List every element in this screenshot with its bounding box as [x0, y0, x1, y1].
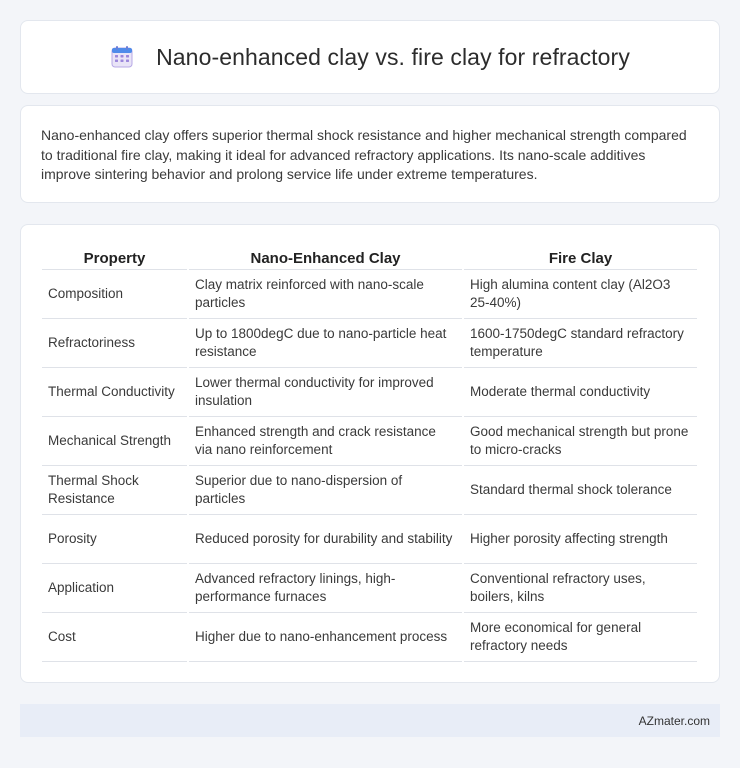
table-cell: Clay matrix reinforced with nano-scale particles [189, 270, 462, 319]
table-cell: Up to 1800degC due to nano-particle heat resistance [189, 319, 462, 368]
intro-text: Nano-enhanced clay offers superior thermal shock resistance and higher mechanical strength compared to traditional fire clay, making it ideal for advanced refractory applications. Its nano-scale additives improve sintering behavior and prolong service life under extreme temperatures. [41, 127, 687, 182]
title-card [20, 20, 720, 94]
table-cell: Conventional refractory uses, boilers, kilns [464, 564, 697, 613]
comparison-table [40, 245, 699, 662]
table-cell: Moderate thermal conductivity [464, 368, 697, 417]
table-row [42, 613, 697, 662]
table-row [42, 270, 697, 319]
table-cell: Thermal Shock Resistance [42, 466, 187, 515]
table-row [42, 368, 697, 417]
table-cell: Good mechanical strength but prone to micro-cracks [464, 417, 697, 466]
table-cell: Porosity [42, 515, 187, 564]
table-cell: Advanced refractory linings, high-performance furnaces [189, 564, 462, 613]
table-cell: Enhanced strength and crack resistance via nano reinforcement [189, 417, 462, 466]
table-cell: Refractoriness [42, 319, 187, 368]
table-cell: Higher porosity affecting strength [464, 515, 697, 564]
table-cell: High alumina content clay (Al2O3 25-40%) [464, 270, 697, 319]
table-cell: Composition [42, 270, 187, 319]
table-cell: More economical for general refractory needs [464, 613, 697, 662]
table-cell: Superior due to nano-dispersion of particles [189, 466, 462, 515]
page-title: Nano-enhanced clay vs. fire clay for refractory [156, 43, 630, 70]
table-cell: Thermal Conductivity [42, 368, 187, 417]
table-cell: 1600-1750degC standard refractory temperature [464, 319, 697, 368]
table-cell: Application [42, 564, 187, 613]
footer [20, 704, 720, 737]
table-row [42, 319, 697, 368]
table-cell: Higher due to nano-enhancement process [189, 613, 462, 662]
column-header: Property [42, 245, 187, 270]
table-cell: Mechanical Strength [42, 417, 187, 466]
intro-card [20, 105, 720, 203]
table-card [20, 224, 720, 683]
table-row [42, 564, 697, 613]
table-header-row [42, 245, 697, 270]
table-row [42, 417, 697, 466]
table-row [42, 466, 697, 515]
table-cell: Lower thermal conductivity for improved insulation [189, 368, 462, 417]
table-cell: Standard thermal shock tolerance [464, 466, 697, 515]
table-row [42, 515, 697, 564]
table-cell: Cost [42, 613, 187, 662]
column-header: Nano-Enhanced Clay [189, 245, 462, 270]
calendar-icon [110, 45, 134, 69]
table-cell: Reduced porosity for durability and stability [189, 515, 462, 564]
footer-brand: AZmater.com [638, 714, 710, 728]
column-header: Fire Clay [464, 245, 697, 270]
